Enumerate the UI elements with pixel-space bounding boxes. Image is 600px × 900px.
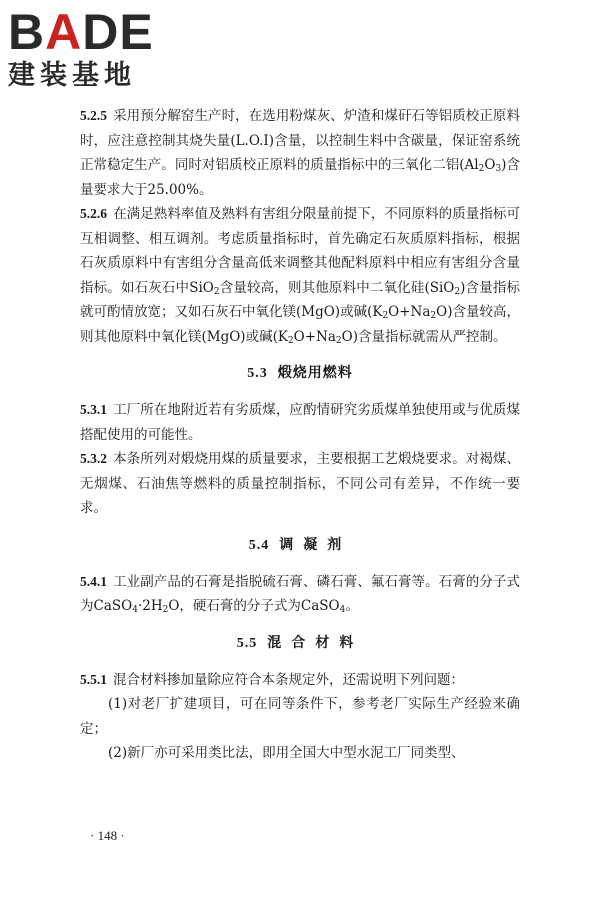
list-item: (1)对老厂扩建项目，可在同等条件下，参考老厂实际生产经验来确定； xyxy=(80,696,520,737)
clause-5-2-6: 5.2.6 在满足熟料率值及熟料有害组分限量前提下，不同原料的质量指标可互相调整、相互调剂。考虑质量指标时，首先确定石灰质原料指标，根据石灰质原料中有害组分含量高低来调整其他配料原料中相应有害组分含量指标。如石灰石中SiO$_2$含量较高，则其他原料中二氧化硅(SiO$_2$)含量指标就可酌情放宽；又如石灰石中氧化镁(MgO)或碱$(K_2O+Na_2O)$含量较高，则其他原料中氧化镁(MgO)或碱$(K_2O+Na_2O)$含量指标就需从严控制。 xyxy=(80,206,520,346)
clause-5-4-1: 5.4.1 工业副产品的石膏是指脱硫石膏、磷石膏、氟石膏等。石膏的分子式为$CaSO_4\cdot 2H_2O$，硬石膏的分子式为CaSO$_4$。 xyxy=(80,573,520,615)
clause-5-3-1: 5.3.1 工厂所在地附近若有劣质煤，应酌情研究劣质煤单独使用或与优质煤搭配使用的可能性。 xyxy=(80,402,520,443)
section-heading-5-4: 5.4 调凝剂 xyxy=(248,536,352,553)
clause-5-2-5: 5.2.5 采用预分解窑生产时，在选用粉煤灰、炉渣和煤矸石等铝质校正原料时，应注意控制其烧失量(L.O.I)含量，以控制生料中含碳量，保证窑系统正常稳定生产。同时对铝质校正原料的质量指标中的三氧化二铝$(Al_2O_3)$含量要求大于25.00%。 xyxy=(80,108,520,198)
page-number: · 148 · xyxy=(90,828,125,843)
clause-5-3-2: 5.3.2 本条所列对煅烧用煤的质量要求，主要根据工艺煅烧要求。对褐煤、无烟煤、石油焦等燃料的质量控制指标，不同公司有差异，不作统一要求。 xyxy=(80,451,520,516)
clause-5-5-1: 5.5.1 混合材料掺加量除应符合本条规定外，还需说明下列问题： xyxy=(80,671,464,688)
section-heading-5-5: 5.5 混合材料 xyxy=(236,634,364,651)
list-item: (2)新厂亦可采用类比法，即用全国大中型水泥工厂同类型、 xyxy=(108,745,465,761)
section-heading-5-3: 5.3 煅烧用燃料 xyxy=(247,365,353,381)
logo-subtitle: 建装基地 xyxy=(8,60,136,91)
logo-wordmark: BADE xyxy=(8,4,154,60)
document-body xyxy=(80,104,520,766)
bade-logo xyxy=(8,6,188,92)
